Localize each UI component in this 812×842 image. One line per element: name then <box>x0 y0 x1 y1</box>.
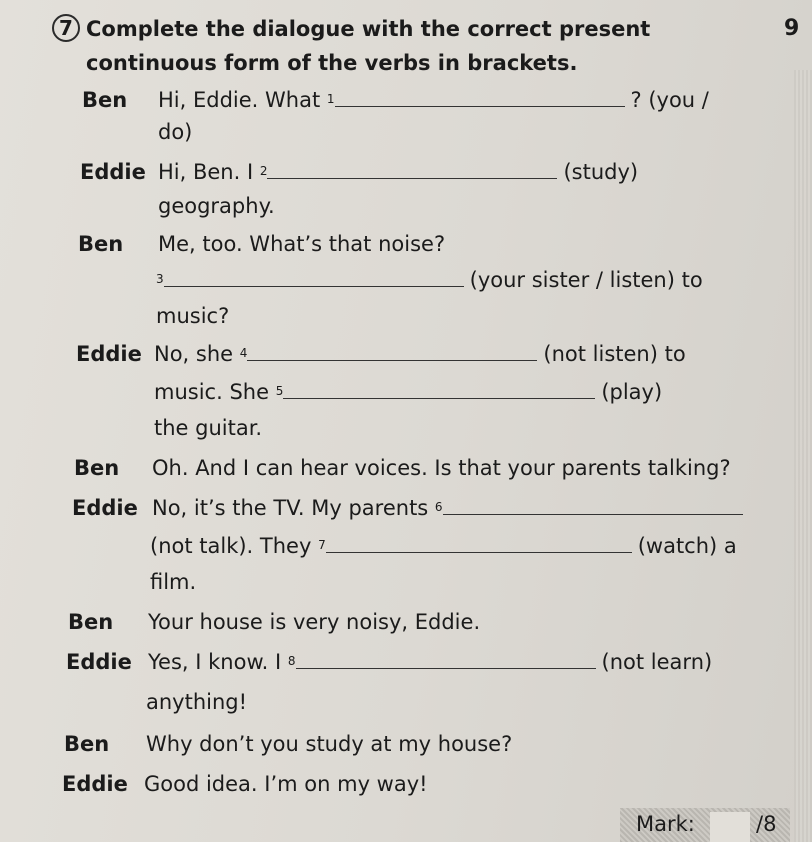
dialogue-line-2b: geography. <box>158 194 275 218</box>
dialogue-line-4b <box>154 378 662 409</box>
dialogue-line-1 <box>158 86 709 117</box>
line-text: (not talk). They <box>150 534 319 558</box>
dialogue-line-1b: do) <box>158 120 193 144</box>
exercise-instruction: Complete the dialogue with the correct present continuous form of the verbs in brackets. <box>86 17 651 75</box>
dialogue-line-10: Good idea. I’m on my way! <box>144 772 428 796</box>
dialogue-line-7: Your house is very noisy, Eddie. <box>148 610 481 634</box>
line-text: No, she <box>154 342 240 366</box>
line-text: (watch) a <box>637 534 737 558</box>
dialogue-line-8b: anything! <box>146 690 248 714</box>
answer-blank-6[interactable] <box>443 494 743 515</box>
dialogue-line-6 <box>152 494 749 525</box>
answer-blank-4[interactable] <box>247 340 537 361</box>
speaker-eddie: Eddie <box>76 342 142 366</box>
line-text: Hi, Eddie. What <box>158 88 327 112</box>
line-text: (not listen) to <box>543 342 686 366</box>
answer-blank-1[interactable] <box>335 86 625 107</box>
speaker-eddie: Eddie <box>62 772 128 796</box>
line-text: (play) <box>601 380 663 404</box>
dialogue-line-4 <box>154 340 686 371</box>
page-edge <box>794 70 812 842</box>
line-text: No, it’s the TV. My parents <box>152 496 435 520</box>
line-text: (not learn) <box>601 650 713 674</box>
dialogue-line-6b <box>150 532 737 563</box>
speaker-eddie: Eddie <box>72 496 138 520</box>
gap-number: 4 <box>239 346 248 360</box>
line-text: (your sister / listen) to <box>469 268 703 292</box>
line-text: Yes, I know. I <box>148 650 288 674</box>
speaker-eddie: Eddie <box>80 160 146 184</box>
speaker-ben: Ben <box>74 456 120 480</box>
gap-number: 5 <box>275 384 284 398</box>
line-text: ? (you / <box>630 88 709 112</box>
dialogue-line-8 <box>148 648 712 679</box>
speaker-ben: Ben <box>64 732 110 756</box>
speaker-ben: Ben <box>82 88 128 112</box>
gap-number: 6 <box>434 500 443 514</box>
mark-total: /8 <box>756 812 777 836</box>
speaker-ben: Ben <box>78 232 124 256</box>
dialogue-line-3a <box>156 266 703 297</box>
answer-blank-7[interactable] <box>326 532 632 553</box>
dialogue-line-4c: the guitar. <box>154 416 263 440</box>
gap-number: 1 <box>326 92 335 106</box>
answer-blank-8[interactable] <box>296 648 596 669</box>
gap-number: 8 <box>287 654 296 668</box>
mark-label: Mark: <box>636 812 695 836</box>
gap-number: 3 <box>156 272 164 286</box>
mark-score-field[interactable] <box>710 812 750 842</box>
dialogue-line-3b: music? <box>156 304 230 328</box>
answer-blank-2[interactable] <box>267 158 557 179</box>
dialogue-line-3: Me, too. What’s that noise? <box>158 232 446 256</box>
answer-blank-3[interactable] <box>164 266 464 287</box>
dialogue-line-9: Why don’t you study at my house? <box>146 732 513 756</box>
exercise-score: 9 <box>784 16 800 41</box>
line-text: Hi, Ben. I <box>158 160 260 184</box>
gap-number: 2 <box>259 164 268 178</box>
gap-number: 7 <box>318 538 326 552</box>
dialogue-line-6c: film. <box>150 570 197 594</box>
exercise-number: 7 <box>52 14 80 42</box>
speaker-eddie: Eddie <box>66 650 132 674</box>
dialogue-line-5: Oh. And I can hear voices. Is that your parents talking? <box>152 456 731 480</box>
answer-blank-5[interactable] <box>283 378 595 399</box>
line-text: music. She <box>154 380 276 404</box>
speaker-ben: Ben <box>68 610 114 634</box>
line-text: (study) <box>563 160 639 184</box>
dialogue-line-2 <box>158 158 638 189</box>
